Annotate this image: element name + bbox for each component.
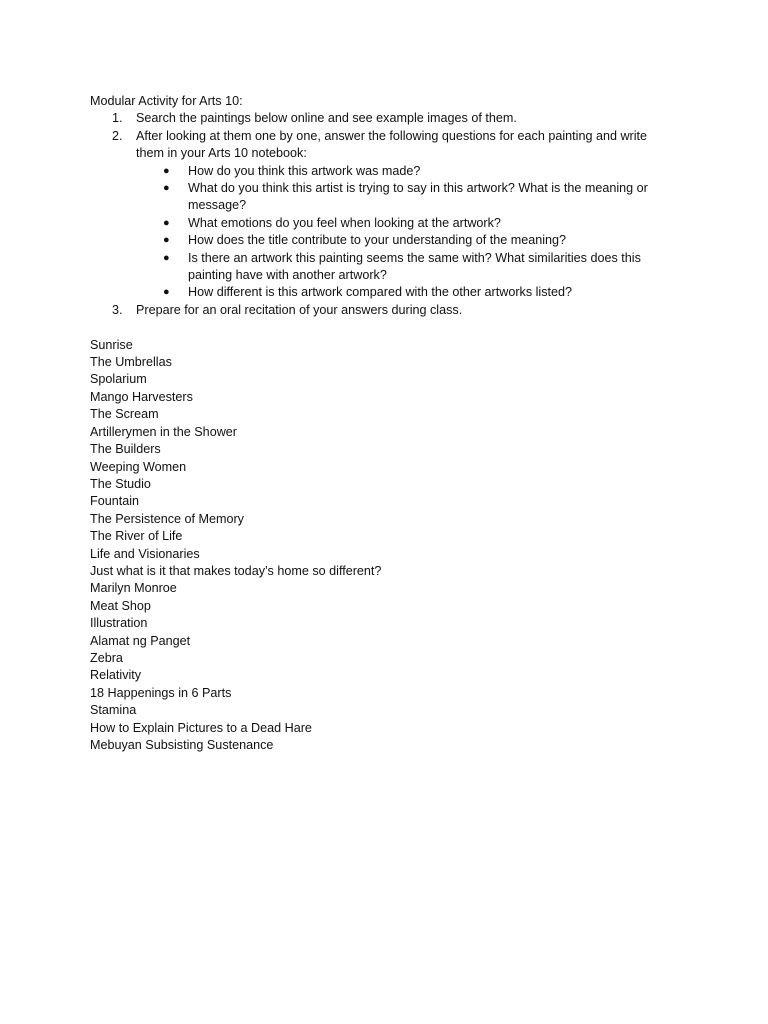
question-item	[136, 250, 670, 285]
artwork-title: Alamat ng Panget	[90, 633, 191, 648]
blank-line	[90, 319, 670, 336]
artwork-title: Zebra	[90, 650, 123, 665]
artwork-title: The Persistence of Memory	[90, 511, 244, 526]
step-number: 1.	[112, 111, 123, 126]
step-item	[90, 302, 670, 319]
artwork-title: Life and Visionaries	[90, 546, 200, 561]
artwork-title: The Builders	[90, 442, 161, 457]
question-text: How does the title contribute to your understanding of the meaning?	[188, 233, 567, 248]
question-item	[136, 163, 670, 180]
question-item	[136, 215, 670, 232]
artwork-title: Relativity	[90, 668, 142, 683]
step-number: 2.	[112, 128, 123, 143]
artwork-list	[90, 337, 670, 755]
step-item	[90, 110, 670, 127]
question-item	[136, 232, 670, 249]
artwork-title: How to Explain Pictures to a Dead Hare	[90, 720, 312, 735]
bullet-icon: ●	[163, 164, 170, 177]
artwork-title: Illustration	[90, 616, 148, 631]
artwork-title: The Studio	[90, 476, 151, 491]
step-text: Prepare for an oral recitation of your answers during class.	[136, 302, 463, 317]
artwork-title: Stamina	[90, 703, 137, 718]
question-text: Is there an artwork this painting seems the same with? What similarities does this painting have with another artwork?	[188, 250, 641, 283]
activity-heading: Modular Activity for Arts 10:	[90, 94, 243, 108]
question-item	[136, 284, 670, 301]
bullet-icon: ●	[163, 216, 170, 229]
question-item	[136, 180, 670, 215]
step-text: After looking at them one by one, answer the following questions for each painting and write them in your Arts 10 notebook:	[136, 128, 648, 161]
question-text: What do you think this artist is trying to say in this artwork? What is the meaning or message?	[188, 181, 648, 213]
bullet-icon: ●	[163, 182, 170, 195]
artwork-title: The River of Life	[90, 529, 183, 544]
step-text: Search the paintings below online and see example images of them.	[136, 111, 517, 126]
artwork-title: Marilyn Monroe	[90, 581, 177, 596]
question-text: How do you think this artwork was made?	[188, 163, 421, 178]
question-text: How different is this artwork compared with the other artworks listed?	[188, 285, 573, 300]
artwork-title: The Umbrellas	[90, 355, 172, 370]
artwork-title: Artillerymen in the Shower	[90, 424, 237, 439]
artwork-title: Just what is it that makes today’s home so different?	[90, 563, 382, 578]
artwork-title: Meat Shop	[90, 598, 151, 613]
artwork-title: Mebuyan Subsisting Sustenance	[90, 738, 274, 753]
question-text: What emotions do you feel when looking at the artwork?	[188, 215, 501, 230]
bullet-icon: ●	[163, 234, 170, 247]
artwork-title: Fountain	[90, 494, 140, 509]
step-number: 3.	[112, 302, 123, 317]
instruction-steps	[90, 110, 670, 319]
artwork-title: Spolarium	[90, 372, 147, 387]
document-body	[90, 93, 670, 754]
step-item	[90, 128, 670, 302]
artwork-title: The Scream	[90, 407, 159, 422]
question-list	[136, 163, 670, 302]
artwork-title: Weeping Women	[90, 459, 187, 474]
artwork-title: 18 Happenings in 6 Parts	[90, 685, 232, 700]
artwork-title: Sunrise	[90, 337, 133, 352]
bullet-icon: ●	[163, 251, 170, 264]
bullet-icon: ●	[163, 286, 170, 299]
artwork-title: Mango Harvesters	[90, 389, 193, 404]
